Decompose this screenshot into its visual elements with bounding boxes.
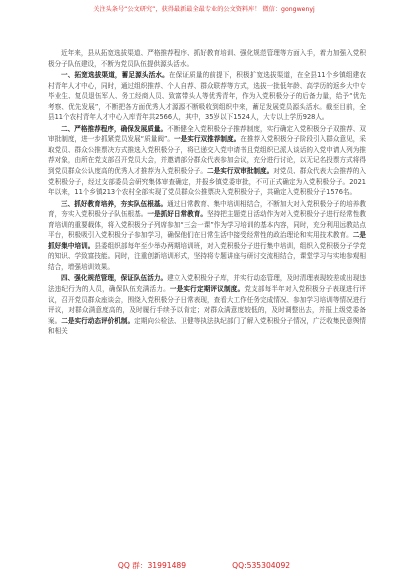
paragraph-text: 县委组织部每年至少举办两期培训班，对入党积极分子进行集中培训，组织入党积极分子学党的知识、学致富技能。同时，注重创新培训形式，坚持将专题讲座与研讨交流相结合，课堂学习与实地参观相结合，增强培训效果。 (48, 241, 367, 271)
paragraph (48, 273, 366, 336)
paragraph-text: 通过日常教育、集中培训相结合，不断加大对入党积极分子的培养教育，夯实入党积极分子队伍根基。 (48, 199, 367, 219)
bottom-footer (0, 560, 408, 572)
paragraph-heading: 二是抓好集中培训。 (48, 231, 367, 250)
top-banner (0, 5, 408, 14)
paragraph-text: 近年来，县从拓宽选拔渠道、严格推荐程序、抓好教育培训、强化规范管理等方面入手，着力加强入党积极分子队伍建设，不断为党员队伍提供源头活水。 (48, 49, 366, 68)
paragraph-text: 不断健全入党积极分子推荐制度，实行确定入党积极分子双推荐、双审批制度，进一步抓紧党员发展“质量阀”。 (48, 124, 367, 144)
qq-contact-text: QQ:535304092 (232, 561, 291, 570)
paragraph-heading: 二、严格推荐程序，确保发展质量。 (61, 124, 168, 133)
paragraph-heading: 三、抓好教育培养，夯实队伍根基。 (61, 199, 168, 208)
paragraph-text: 定期向公检法、卫健等执法执纪部门了解入党积极分子情况，广泛收集民意舆情和相关 (48, 316, 367, 336)
paragraph-text: 对党员、群众代表大会推荐的入党积极分子，经过支部委员会研究集体审查确定，并报乡镇党委审批，不可正式确定为入党积极分子。2021年以来，11个乡镇213个农村全部实现了党员群众公推票决入党积极分子，共确定入党积极分子1576名。 (48, 167, 367, 197)
paragraph (48, 199, 366, 273)
paragraph-heading: 二是实行双审批制度。 (207, 167, 274, 176)
paragraph-heading: 一、拓宽选拔渠道，蓄足源头活水。 (61, 71, 169, 80)
paragraph-text: 坚持把主题党日活动作为对入党积极分子进行经常性教育培训的重要载体，将入党积极分子列席参加“三会一课”作为学习培训的基本内容，同时，充分利用远教站点平台，积极吸引入党积极分子参加学习，确保他们在日常生活中接受经常性的政治理论和实用技术教育。 (48, 210, 367, 240)
paragraph-text: 建立入党积极分子库，并实行动态管理，及时清理表现较差或出现违法违纪行为的人员，确保队伍充满活力。 (48, 274, 367, 294)
paragraph (48, 124, 366, 198)
paragraph-heading: 二是实行动态评价机制。 (61, 316, 135, 325)
paragraph (48, 48, 366, 69)
qq-group-text: QQ 群：31991489 (117, 561, 187, 570)
paragraph-text: 在推荐入党积极分子阶段引入群众意见，采取党员、群众公推票决方式推选入党积极分子，将已递交入党申请书且党组织已派人谈话的入党申请人列为推荐对象，由所在党支部召开党员大会，并邀请部分群众代表参加会议，充分进行讨论，以无记名投票方式将得到党员群众公认度高的优秀人才推荐为入党积极分子。 (48, 135, 366, 176)
document-body (48, 48, 366, 338)
paragraph-text: 在保证质量的前提下，积极扩宽选拔渠道，在全县11个乡镇组建农村青年人才中心，同时，通过组织推荐、个人自荐、群众联荐等方式，选拔一批低年龄、高学历的返乡大中专毕业生、复员退伍军人、务工经商人员、致富带头人等优秀青年，作为入党积极分子的后备力量，给予“优先考察、优先发展”，不断把各方面优秀人才源源不断吸收到组织中来，蓄足发展党员源头活水。截至目前，全县11个农村青年人才中心入库青年共2566人，其中，35岁以下1524人，大专以上学历928人。 (48, 71, 366, 122)
paragraph-heading: 四、强化规范管理，保证队伍活力。 (61, 274, 168, 283)
paragraph-heading: 一是实行定期评议制度。 (169, 285, 245, 294)
paragraph-heading: 一是实行双推荐制度。 (174, 135, 241, 144)
paragraph-heading: 一是抓好日常教育。 (147, 210, 208, 219)
paragraph (48, 70, 366, 123)
banner-text: 关注头条号“公文研究”，获得最新最全最专业的公文资料库！ 微信：gongwenyj (93, 6, 315, 13)
paragraph-text: 党支部每半年对入党积极分子表现进行评议，召开党员群众座谈会，围绕入党积极分子日常表现，查看大工作任务完成情况、参加学习培训等情况进行评议，对群众满意度高的，及时履行手续予以肯定；对群众满意度较低的，及时调整出去，并报上级党委备案。 (48, 285, 367, 325)
